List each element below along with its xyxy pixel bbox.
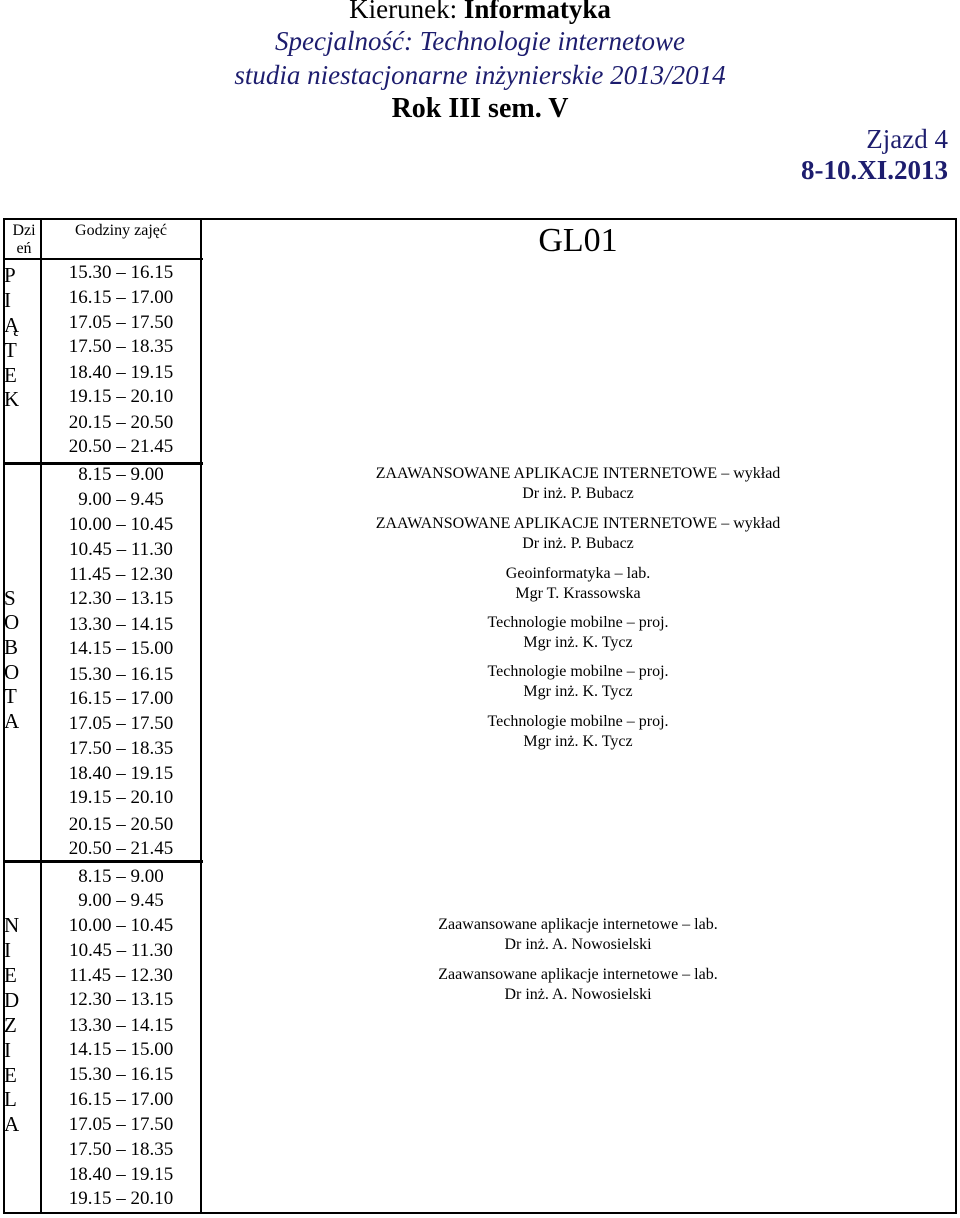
day-letter: K xyxy=(4,387,20,411)
kierunek-value: Informatyka xyxy=(463,0,611,24)
class-subject: Technologie mobilne – proj. xyxy=(487,614,669,631)
time-slot: 10.00 – 10.45 xyxy=(68,915,174,936)
class-entry xyxy=(200,613,956,653)
time-slot: 10.00 – 10.45 xyxy=(68,514,174,535)
time-slot: 15.30 – 16.15 xyxy=(68,664,174,685)
time-slot: 18.40 – 19.15 xyxy=(68,763,174,784)
class-entry xyxy=(200,965,956,1005)
zjazd-label: Zjazd 4 xyxy=(866,124,948,154)
time-slot: 11.45 – 12.30 xyxy=(69,965,173,986)
class-entry xyxy=(200,712,956,752)
time-slot: 14.15 – 15.00 xyxy=(68,638,174,659)
day-letter: E xyxy=(4,1063,17,1087)
zjazd-dates: 8-10.XI.2013 xyxy=(801,155,948,185)
class-teacher: Mgr T. Krassowska xyxy=(515,585,641,602)
class-entry xyxy=(200,514,956,554)
class-subject: Technologie mobilne – proj. xyxy=(487,713,669,730)
time-slot: 11.45 – 12.30 xyxy=(69,564,173,585)
class-teacher: Dr inż. A. Nowosielski xyxy=(504,986,652,1003)
time-slot: 9.00 – 9.45 xyxy=(78,890,164,911)
class-entry xyxy=(200,662,956,702)
class-entry xyxy=(200,564,956,604)
day-letter: S xyxy=(4,586,16,610)
day-letter: D xyxy=(4,988,20,1012)
class-subject: ZAAWANSOWANE APLIKACJE INTERNETOWE – wykład xyxy=(375,515,781,532)
time-slot: 20.15 – 20.50 xyxy=(68,412,174,433)
time-slot: 20.50 – 21.45 xyxy=(68,436,174,457)
time-slot: 12.30 – 13.15 xyxy=(68,989,174,1010)
time-slot: 15.30 – 16.15 xyxy=(68,1064,174,1085)
kierunek-line xyxy=(0,0,960,25)
class-teacher: Mgr inż. K. Tycz xyxy=(523,683,633,700)
day-header-line2: eń xyxy=(16,240,32,257)
rok-line: Rok III sem. V xyxy=(391,93,569,124)
time-slot: 20.50 – 21.45 xyxy=(68,838,174,859)
time-slot: 16.15 – 17.00 xyxy=(68,688,174,709)
time-slot: 18.40 – 19.15 xyxy=(68,1164,174,1185)
day-letter: N xyxy=(4,913,20,937)
day-letter: I xyxy=(4,1038,11,1062)
time-slot: 17.05 – 17.50 xyxy=(68,1114,174,1135)
day-letter: O xyxy=(4,610,20,634)
class-entry xyxy=(200,464,956,504)
day-letter: A xyxy=(4,1112,20,1136)
time-slot: 16.15 – 17.00 xyxy=(68,1089,174,1110)
class-teacher: Dr inż. A. Nowosielski xyxy=(504,936,652,953)
class-teacher: Dr inż. P. Bubacz xyxy=(522,535,634,552)
day-letter: L xyxy=(4,1087,17,1111)
day-letter: P xyxy=(4,263,16,287)
time-slot: 19.15 – 20.10 xyxy=(68,787,174,808)
hours-column-header: Godziny zajęć xyxy=(75,222,167,239)
specjalnosc-line: Specjalność: Technologie internetowe xyxy=(275,26,685,56)
time-slot: 8.15 – 9.00 xyxy=(78,866,164,887)
time-slot: 17.50 – 18.35 xyxy=(68,336,174,357)
day-letter: B xyxy=(4,635,19,659)
time-slot: 17.50 – 18.35 xyxy=(68,1139,174,1160)
time-slot: 12.30 – 13.15 xyxy=(68,588,174,609)
day-letter: I xyxy=(4,938,11,962)
time-slot: 15.30 – 16.15 xyxy=(68,262,174,283)
day-letter: A xyxy=(4,709,20,733)
table-bottom-border xyxy=(3,1212,957,1214)
day-letter: E xyxy=(4,363,17,387)
group-header: GL01 xyxy=(538,222,618,259)
time-slot: 20.15 – 20.50 xyxy=(68,814,174,835)
time-slot: 9.00 – 9.45 xyxy=(78,489,164,510)
time-slot: 19.15 – 20.10 xyxy=(68,1188,174,1209)
time-slot: 8.15 – 9.00 xyxy=(78,464,164,485)
day-header-line1: Dzi xyxy=(12,222,36,239)
class-subject: Geoinformatyka – lab. xyxy=(505,565,651,582)
day-letter: I xyxy=(4,288,11,312)
time-slot: 10.45 – 11.30 xyxy=(69,940,173,961)
time-slot: 14.15 – 15.00 xyxy=(68,1039,174,1060)
time-slot: 10.45 – 11.30 xyxy=(69,539,173,560)
day-letter: Ą xyxy=(4,313,20,337)
time-slot: 13.30 – 14.15 xyxy=(68,1015,174,1036)
class-teacher: Mgr inż. K. Tycz xyxy=(523,634,633,651)
class-teacher: Dr inż. P. Bubacz xyxy=(522,485,634,502)
class-subject: Zaawansowane aplikacje internetowe – lab. xyxy=(438,916,718,933)
table-top-border xyxy=(3,218,957,220)
time-slot: 18.40 – 19.15 xyxy=(68,362,174,383)
class-subject: Technologie mobilne – proj. xyxy=(487,663,669,680)
class-subject: ZAAWANSOWANE APLIKACJE INTERNETOWE – wykład xyxy=(375,465,781,482)
time-slot: 13.30 – 14.15 xyxy=(68,614,174,635)
class-teacher: Mgr inż. K. Tycz xyxy=(523,733,633,750)
studia-line: studia niestacjonarne inżynierskie 2013/2014 xyxy=(234,60,726,90)
time-slot: 17.05 – 17.50 xyxy=(68,312,174,333)
day-column-header xyxy=(8,222,40,258)
day-letter: Z xyxy=(4,1013,17,1037)
class-subject: Zaawansowane aplikacje internetowe – lab. xyxy=(438,966,718,983)
day-letter: T xyxy=(4,338,17,362)
time-slot: 17.05 – 17.50 xyxy=(68,713,174,734)
time-slot: 19.15 – 20.10 xyxy=(68,386,174,407)
kierunek-prefix: Kierunek: xyxy=(349,0,464,24)
day-letter: E xyxy=(4,963,17,987)
day-letter: O xyxy=(4,660,20,684)
class-entry xyxy=(200,915,956,955)
time-slot: 16.15 – 17.00 xyxy=(68,287,174,308)
day-letter: T xyxy=(4,684,17,708)
time-slot: 17.50 – 18.35 xyxy=(68,738,174,759)
